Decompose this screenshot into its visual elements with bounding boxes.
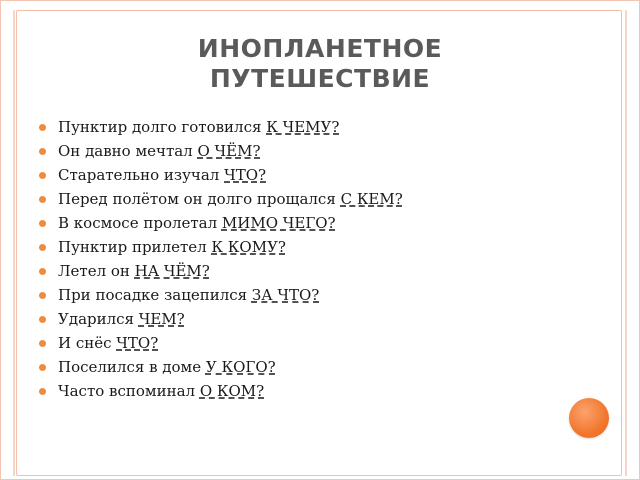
item-text: При посадке зацепился — [58, 286, 252, 304]
item-question: НА ЧЁМ? — [134, 262, 210, 280]
item-question: У КОГО? — [205, 358, 276, 376]
item-text: И снёс — [58, 334, 117, 352]
list-item — [38, 355, 578, 379]
bullet-icon — [39, 244, 46, 251]
question-list — [38, 115, 578, 403]
list-item — [38, 163, 578, 187]
slide-title — [40, 34, 600, 94]
left-border-band — [13, 10, 15, 476]
bullet-icon — [39, 316, 46, 323]
list-item — [38, 139, 578, 163]
item-text: Пунктир долго готовился — [58, 118, 267, 136]
item-text: Поселился в доме — [58, 358, 206, 376]
right-border-band — [625, 10, 627, 476]
bullet-icon — [39, 196, 46, 203]
title-line-1: ИНОПЛАНЕТНОЕ — [197, 34, 443, 63]
bullet-icon — [39, 172, 46, 179]
item-question: С КЕМ? — [340, 190, 403, 208]
item-question: ЧТО? — [116, 334, 159, 352]
list-item — [38, 259, 578, 283]
list-item — [38, 211, 578, 235]
bullet-icon — [39, 364, 46, 371]
item-question: К КОМУ? — [211, 238, 286, 256]
list-item — [38, 283, 578, 307]
item-text: В космосе пролетал — [58, 214, 222, 232]
item-question: К ЧЕМУ? — [266, 118, 340, 136]
bullet-icon — [39, 388, 46, 395]
bullet-icon — [39, 124, 46, 131]
item-text: Перед полётом он долго прощался — [58, 190, 341, 208]
item-text: Пунктир прилетел — [58, 238, 212, 256]
item-text: Ударился — [58, 310, 139, 328]
item-question: О ЧЁМ? — [197, 142, 261, 160]
item-text: Он давно мечтал — [58, 142, 198, 160]
item-question: ЧЕМ? — [138, 310, 185, 328]
orange-circle-decoration — [569, 398, 609, 438]
bullet-icon — [39, 148, 46, 155]
item-question: О КОМ? — [199, 382, 265, 400]
title-line-2: ПУТЕШЕСТВИЕ — [209, 64, 431, 93]
item-text: Часто вспоминал — [58, 382, 200, 400]
bullet-icon — [39, 268, 46, 275]
list-item — [38, 331, 578, 355]
item-text: Летел он — [58, 262, 135, 280]
list-item — [38, 187, 578, 211]
bullet-icon — [39, 340, 46, 347]
list-item — [38, 307, 578, 331]
list-item — [38, 379, 578, 403]
item-text: Старательно изучал — [58, 166, 225, 184]
bullet-icon — [39, 292, 46, 299]
item-question: ЧТО? — [224, 166, 267, 184]
item-question: МИМО ЧЕГО? — [221, 214, 336, 232]
bullet-icon — [39, 220, 46, 227]
list-item — [38, 235, 578, 259]
item-question: ЗА ЧТО? — [251, 286, 320, 304]
list-item — [38, 115, 578, 139]
